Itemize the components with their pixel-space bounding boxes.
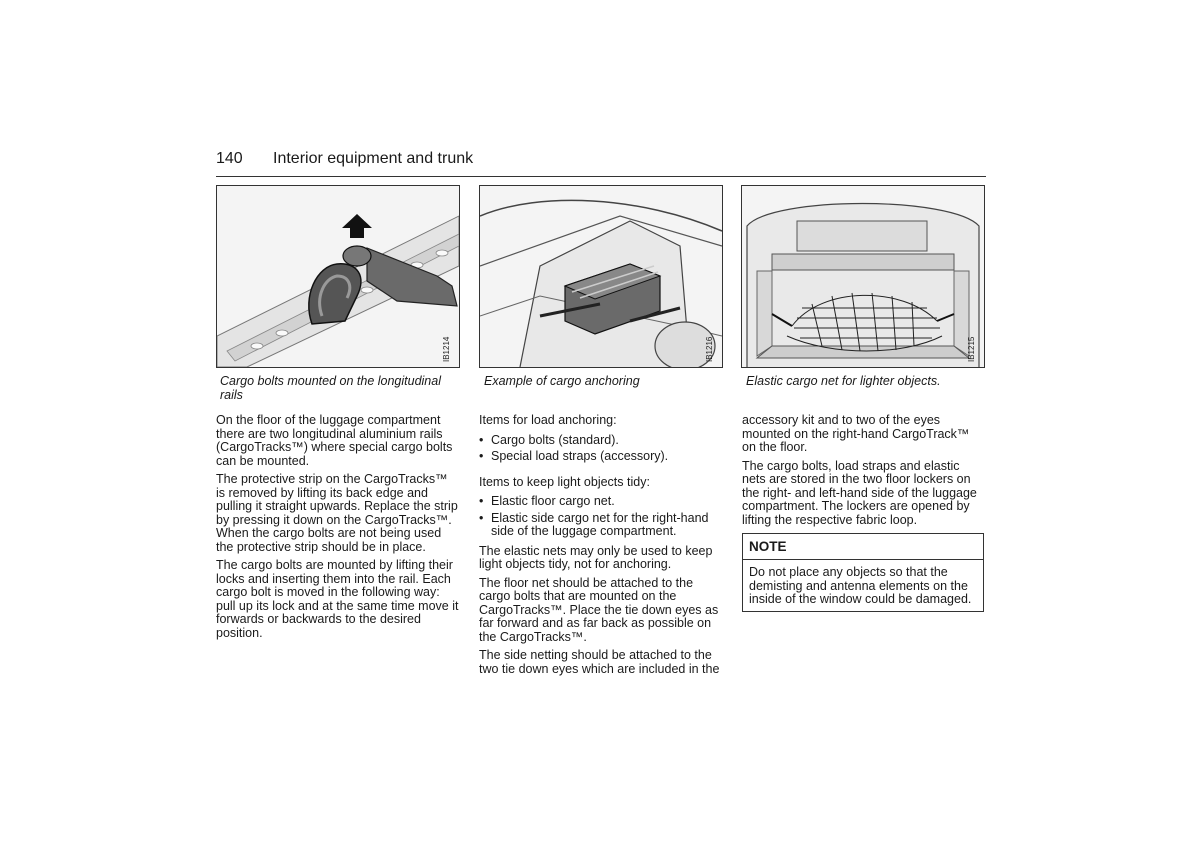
list-intro: Items to keep light objects tidy: xyxy=(479,474,650,489)
page-number: 140 xyxy=(216,150,243,167)
page-header xyxy=(216,150,986,178)
figure-code: IB1216 xyxy=(705,336,714,362)
section-title: Interior equipment and trunk xyxy=(273,150,474,167)
note-text: Do not place any objects so that the demisting and antenna elements on the inside of the window could be damaged. xyxy=(749,565,972,606)
note-box xyxy=(742,533,984,612)
list-item: • Special load straps (accessory). xyxy=(479,450,723,464)
column-1 xyxy=(216,414,460,645)
list-item: • Elastic floor cargo net. xyxy=(479,495,723,509)
paragraph: The floor net should be attached to the cargo bolts that are mounted on the CargoTracks™. Place the tie down eyes as far forward and as far back as possible on the CargoTracks™. xyxy=(479,575,719,644)
paragraph: accessory kit and to two of the eyes mounted on the right-hand CargoTrack™ on the floor. xyxy=(742,413,970,454)
list-item: • Cargo bolts (standard). xyxy=(479,434,723,448)
figure-cargo-bolts xyxy=(216,185,460,368)
tidy-items-list xyxy=(479,495,723,539)
figure-caption: Elastic cargo net for lighter objects. xyxy=(746,374,941,388)
cargo-bolt-illustration xyxy=(217,186,459,367)
figure-caption: Example of cargo anchoring xyxy=(484,374,640,388)
cargo-net-illustration xyxy=(742,186,984,367)
figure-cargo-net xyxy=(741,185,985,368)
figure-code: IB1214 xyxy=(442,336,451,362)
column-3 xyxy=(742,414,986,532)
header-rule xyxy=(216,176,986,177)
paragraph: On the floor of the luggage compartment there are two longitudinal aluminium rails (CargoTracks™) where special cargo bolts can be mounted. xyxy=(216,413,453,468)
note-title: NOTE xyxy=(743,534,983,560)
cargo-anchoring-illustration xyxy=(480,186,722,367)
figure-cargo-anchoring xyxy=(479,185,723,368)
paragraph: The cargo bolts are mounted by lifting their locks and inserting them into the rail. Each cargo bolt is moved in the following way: pull up its lock and at the same time move it forwards or backwards to the desired position. xyxy=(216,558,459,640)
list-intro: Items for load anchoring: xyxy=(479,413,617,427)
figure-code: IB1215 xyxy=(967,336,976,362)
paragraph: The protective strip on the CargoTracks™ is removed by lifting its back edge and pulling it straight upwards. Replace the strip by pressing it down on the CargoTracks™. When the cargo bolts are not being used the protective strip should be in place. xyxy=(216,472,458,554)
anchoring-items-list xyxy=(479,434,723,464)
figure-caption: Cargo bolts mounted on the longitudinal rails xyxy=(220,374,441,402)
column-2 xyxy=(479,414,723,681)
list-item: • Elastic side cargo net for the right-hand side of the luggage compartment. xyxy=(479,512,723,539)
paragraph: The elastic nets may only be used to keep light objects tidy, not for anchoring. xyxy=(479,543,713,571)
paragraph: The side netting should be attached to the two tie down eyes which are included in the xyxy=(479,648,720,676)
paragraph: The cargo bolts, load straps and elastic nets are stored in the two floor lockers on the right- and left-hand side of the luggage compartment. The lockers are opened by lifting the respective fabric loop. xyxy=(742,458,977,527)
